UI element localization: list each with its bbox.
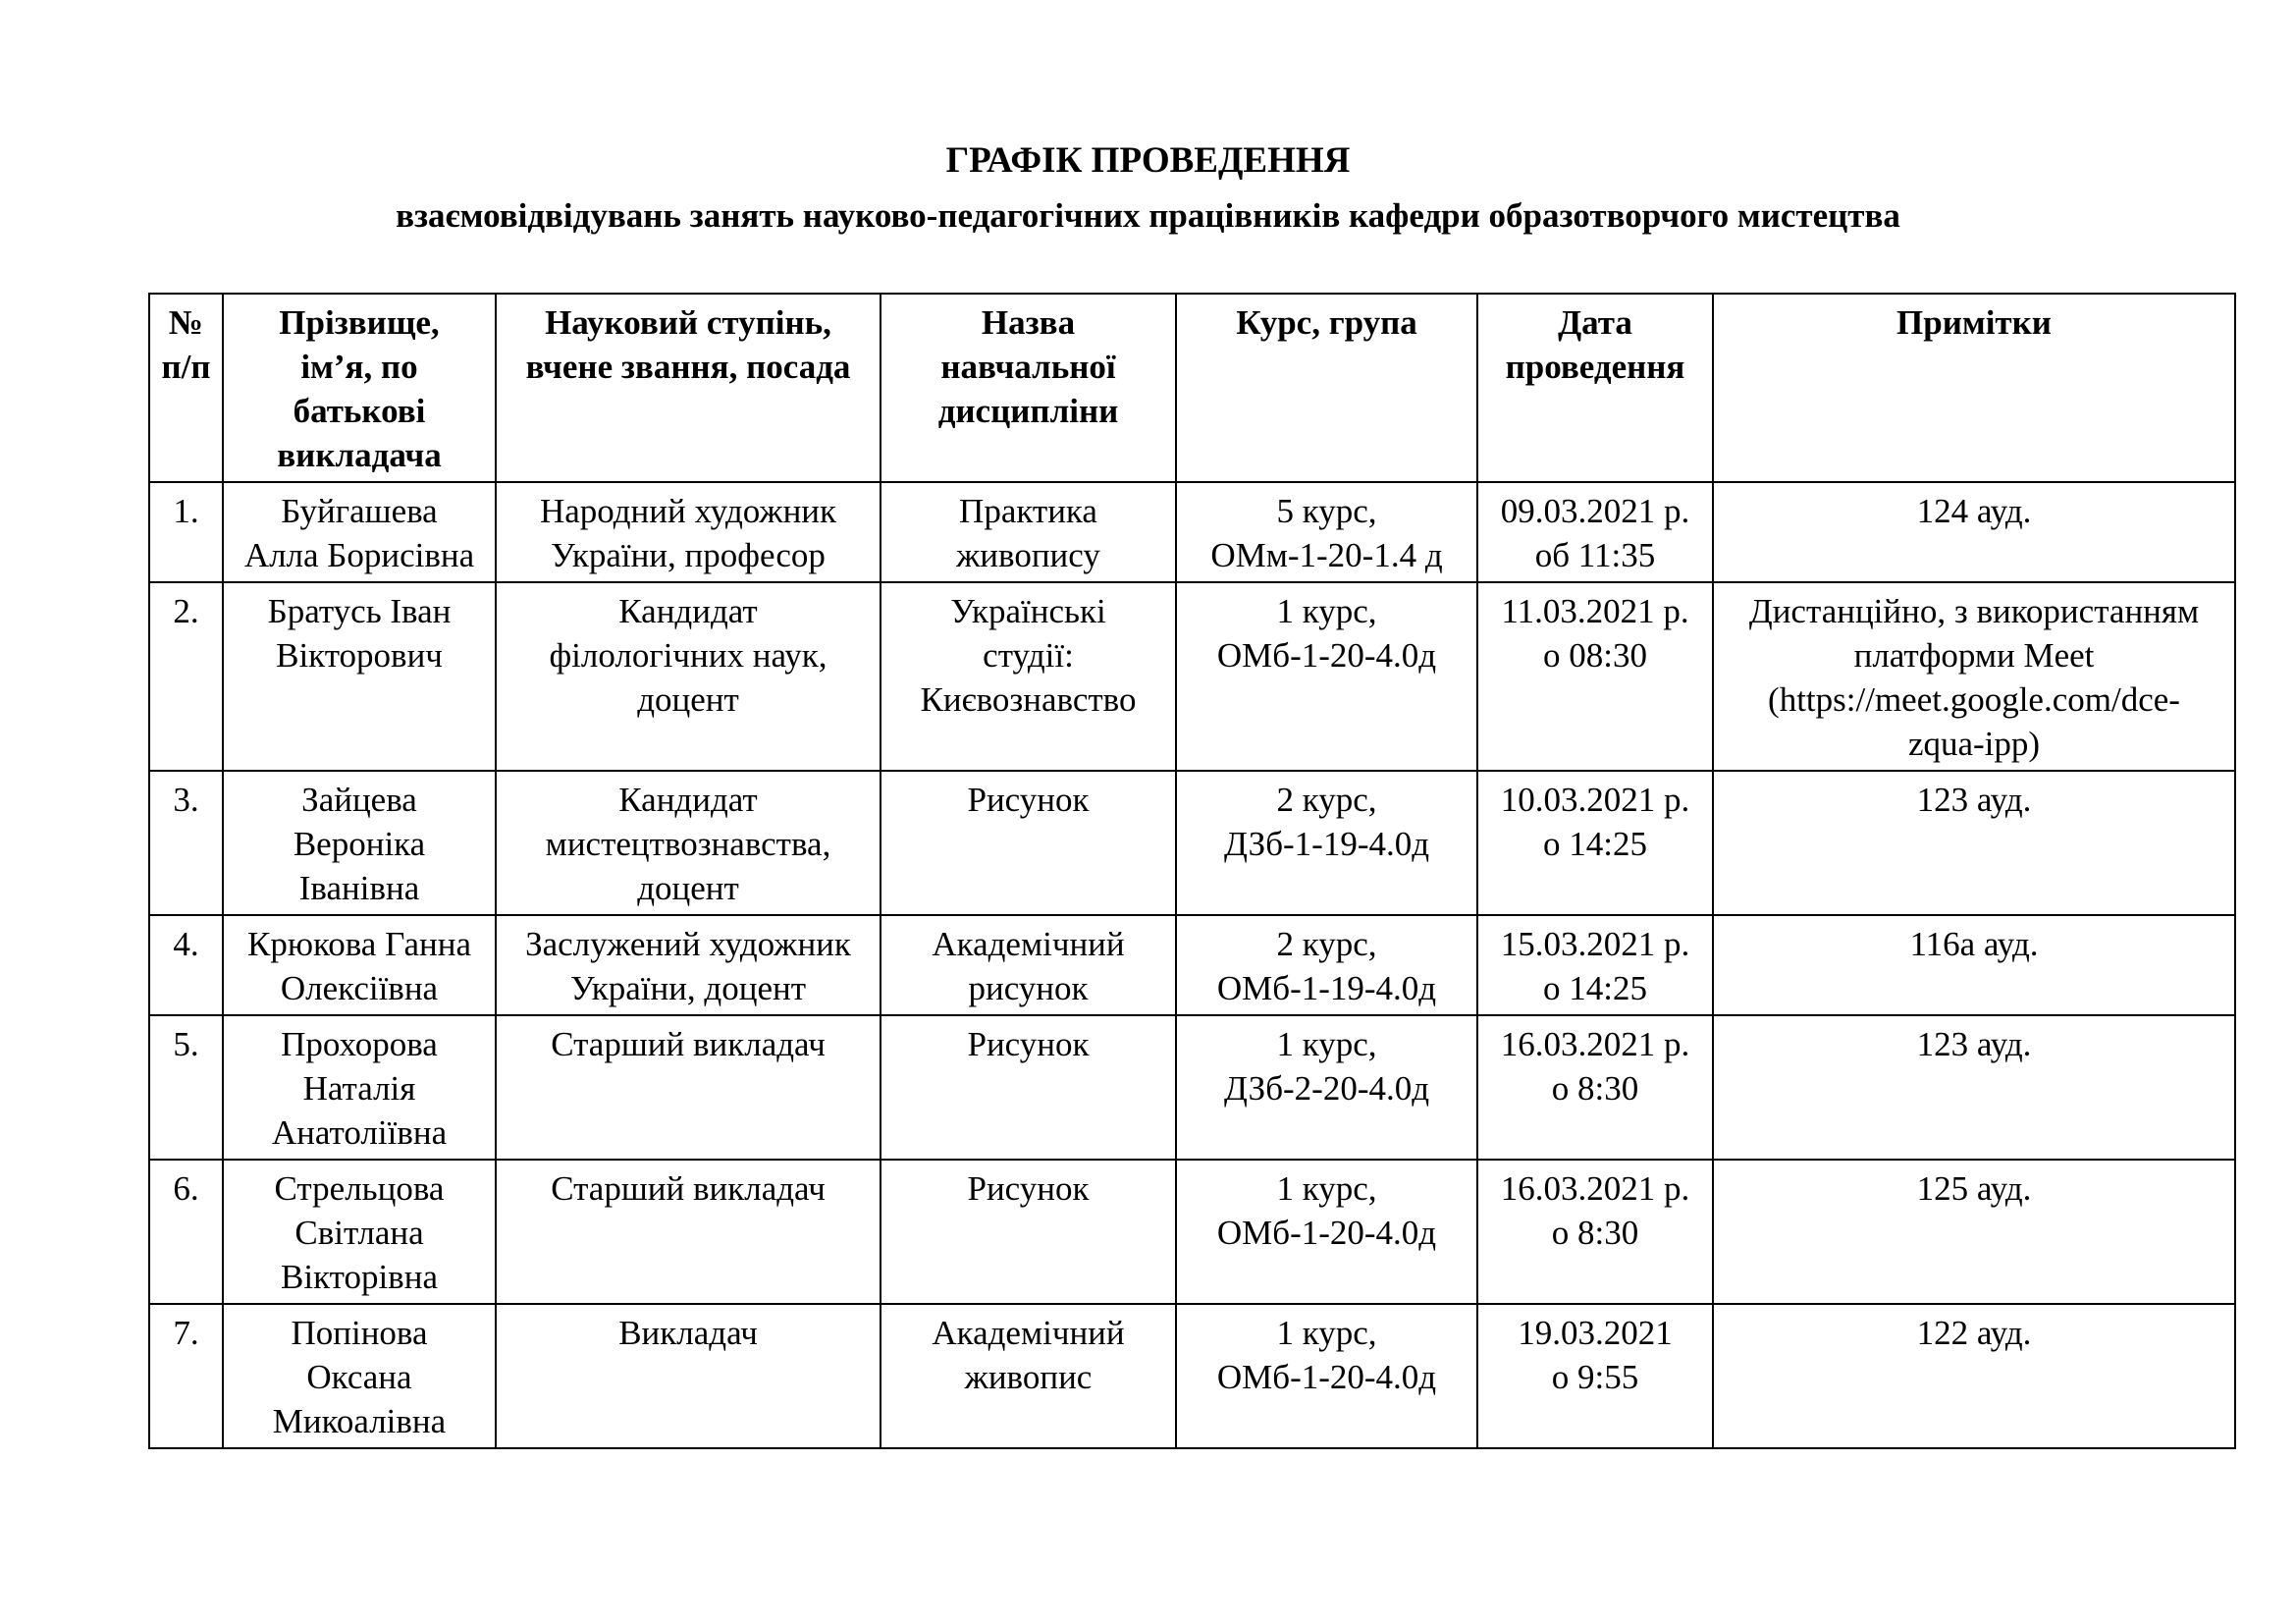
header-notes: Примітки <box>1713 294 2235 482</box>
cell-discipline: Українські студії: Києвознавство <box>881 582 1176 771</box>
header-number: № п/п <box>149 294 223 482</box>
cell-date: 19.03.2021 о 9:55 <box>1477 1304 1713 1448</box>
cell-academic-degree: Заслужений художник України, доцент <box>496 915 881 1015</box>
cell-date: 09.03.2021 р. об 11:35 <box>1477 482 1713 582</box>
cell-date: 15.03.2021 р. о 14:25 <box>1477 915 1713 1015</box>
table-row <box>149 1304 2235 1448</box>
table-row <box>149 915 2235 1015</box>
cell-date: 16.03.2021 р. о 8:30 <box>1477 1015 1713 1160</box>
cell-course-group: 1 курс, ОМб-1-20-4.0д <box>1176 1160 1477 1304</box>
cell-academic-degree: Старший викладач <box>496 1160 881 1304</box>
cell-notes: 124 ауд. <box>1713 482 2235 582</box>
cell-discipline: Академічний рисунок <box>881 915 1176 1015</box>
schedule-table <box>148 293 2236 1449</box>
header-teacher-name: Прізвище, ім’я, по батькові викладача <box>223 294 496 482</box>
cell-course-group: 1 курс, ОМб-1-20-4.0д <box>1176 1304 1477 1448</box>
cell-number: 2. <box>149 582 223 771</box>
header-academic-degree: Науковий ступінь, вчене звання, посада <box>496 294 881 482</box>
cell-discipline: Рисунок <box>881 1015 1176 1160</box>
cell-discipline: Рисунок <box>881 1160 1176 1304</box>
table-header-row <box>149 294 2235 482</box>
cell-notes: 116а ауд. <box>1713 915 2235 1015</box>
cell-teacher-name: Стрельцова Світлана Вікторівна <box>223 1160 496 1304</box>
cell-teacher-name: Крюкова Ганна Олексіївна <box>223 915 496 1015</box>
cell-date: 11.03.2021 р. о 08:30 <box>1477 582 1713 771</box>
cell-academic-degree: Кандидат мистецтвознавства, доцент <box>496 771 881 915</box>
cell-teacher-name: Попінова Оксана Микоалівна <box>223 1304 496 1448</box>
cell-course-group: 2 курс, ОМб-1-19-4.0д <box>1176 915 1477 1015</box>
cell-course-group: 5 курс, ОМм-1-20-1.4 д <box>1176 482 1477 582</box>
cell-number: 7. <box>149 1304 223 1448</box>
table-row <box>149 482 2235 582</box>
cell-academic-degree: Викладач <box>496 1304 881 1448</box>
document-subtitle: взаємовідвідувань занять науково-педагогічних працівників кафедри образотворчого мистецтва <box>396 196 1900 235</box>
cell-course-group: 1 курс, ОМб-1-20-4.0д <box>1176 582 1477 771</box>
table-row <box>149 771 2235 915</box>
cell-number: 1. <box>149 482 223 582</box>
header-date: Дата проведення <box>1477 294 1713 482</box>
table-row <box>149 1015 2235 1160</box>
cell-course-group: 1 курс, ДЗб-2-20-4.0д <box>1176 1015 1477 1160</box>
document-title: ГРАФІК ПРОВЕДЕННЯ <box>945 140 1351 181</box>
header-discipline: Назва навчальної дисципліни <box>881 294 1176 482</box>
cell-discipline: Академічний живопис <box>881 1304 1176 1448</box>
header-course-group: Курс, група <box>1176 294 1477 482</box>
cell-notes: 122 ауд. <box>1713 1304 2235 1448</box>
cell-number: 4. <box>149 915 223 1015</box>
cell-academic-degree: Старший викладач <box>496 1015 881 1160</box>
cell-teacher-name: Прохорова Наталія Анатоліївна <box>223 1015 496 1160</box>
cell-discipline: Практика живопису <box>881 482 1176 582</box>
cell-number: 3. <box>149 771 223 915</box>
cell-teacher-name: Братусь Іван Вікторович <box>223 582 496 771</box>
table-row <box>149 582 2235 771</box>
cell-notes: Дистанційно, з використанням платформи Meet (https://meet.google.com/dce- zqua-ipp) <box>1713 582 2235 771</box>
cell-notes: 123 ауд. <box>1713 771 2235 915</box>
cell-number: 5. <box>149 1015 223 1160</box>
cell-notes: 123 ауд. <box>1713 1015 2235 1160</box>
cell-academic-degree: Народний художник України, професор <box>496 482 881 582</box>
cell-number: 6. <box>149 1160 223 1304</box>
cell-teacher-name: Зайцева Вероніка Іванівна <box>223 771 496 915</box>
cell-date: 16.03.2021 р. о 8:30 <box>1477 1160 1713 1304</box>
cell-course-group: 2 курс, ДЗб-1-19-4.0д <box>1176 771 1477 915</box>
table-row <box>149 1160 2235 1304</box>
cell-academic-degree: Кандидат філологічних наук, доцент <box>496 582 881 771</box>
cell-notes: 125 ауд. <box>1713 1160 2235 1304</box>
cell-discipline: Рисунок <box>881 771 1176 915</box>
cell-teacher-name: Буйгашева Алла Борисівна <box>223 482 496 582</box>
cell-date: 10.03.2021 р. о 14:25 <box>1477 771 1713 915</box>
